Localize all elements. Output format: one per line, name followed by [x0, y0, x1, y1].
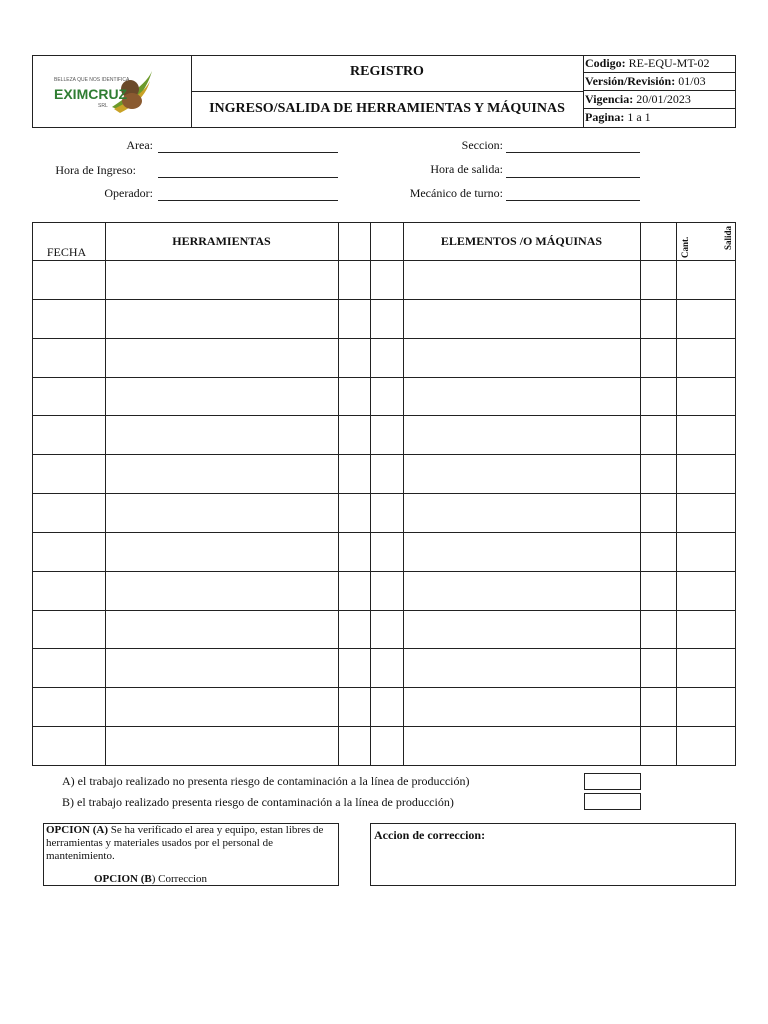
meta-version — [583, 73, 736, 91]
svg-text:BELLEZA QUE NOS IDENTIFICA: BELLEZA QUE NOS IDENTIFICA — [54, 77, 130, 83]
svg-text:EXIMCRUZ: EXIMCRUZ — [54, 86, 128, 102]
meta-codigo — [583, 55, 736, 73]
operador-field[interactable] — [158, 200, 338, 201]
correction-box[interactable] — [370, 823, 736, 886]
header-divider-middle — [191, 91, 583, 92]
option-a — [46, 824, 336, 863]
option-b-label: OPCION (B — [94, 873, 152, 885]
options-box — [43, 823, 339, 886]
mecanico-label: Mecánico de turno: — [409, 186, 503, 200]
meta-version-value: 01/03 — [675, 74, 706, 88]
table-row[interactable] — [32, 454, 736, 455]
meta-pagina-value: 1 a 1 — [624, 110, 651, 124]
col-header-herramientas: HERRAMIENTAS — [172, 234, 271, 248]
table-row[interactable] — [32, 571, 736, 572]
area-field[interactable] — [158, 152, 338, 153]
meta-codigo-value: RE-EQU-MT-02 — [625, 56, 710, 70]
operador-label: Operador: — [104, 186, 153, 200]
meta-vigencia — [583, 91, 736, 109]
col-header-fecha: FECHA — [46, 245, 87, 259]
svg-text:SRL: SRL — [98, 103, 108, 109]
meta-vigencia-label: Vigencia: — [585, 92, 634, 106]
table-row[interactable] — [32, 415, 736, 416]
company-logo — [52, 63, 162, 119]
document-title: INGRESO/SALIDA DE HERRAMIENTAS Y MÁQUINAS — [209, 101, 565, 116]
table-row[interactable] — [32, 299, 736, 300]
table-row[interactable] — [32, 610, 736, 611]
hora-salida-label: Hora de salida: — [430, 162, 503, 176]
col-header-cant: Cant. — [680, 236, 690, 258]
option-b-text: ) Correccion — [151, 873, 208, 885]
col-header-salida: Salida — [723, 225, 733, 250]
option-a-label: OPCION (A) — [46, 824, 109, 836]
table-row[interactable] — [32, 532, 736, 533]
statement-b: B) el trabajo realizado presenta riesgo de contaminación a la línea de producción) — [62, 795, 454, 809]
table-row[interactable] — [32, 726, 736, 727]
table-row[interactable] — [32, 648, 736, 649]
statement-b-checkbox[interactable] — [584, 793, 641, 810]
meta-pagina — [583, 109, 736, 127]
hora-ingreso-field[interactable] — [158, 177, 338, 178]
option-b — [94, 873, 207, 886]
hora-salida-field[interactable] — [506, 177, 640, 178]
table-row[interactable] — [32, 493, 736, 494]
statement-a-checkbox[interactable] — [584, 773, 641, 790]
meta-pagina-label: Pagina: — [585, 110, 625, 124]
hora-ingreso-label: Hora de Ingreso: — [55, 163, 136, 177]
logo-graphic — [52, 63, 162, 119]
option-a-text: Se ha verificado el area y equipo, estan libres de herramientas y materiales usados por el personal de mantenimiento. — [46, 824, 324, 862]
meta-vigencia-value: 20/01/2023 — [633, 92, 691, 106]
document-type-title: REGISTRO — [350, 64, 424, 79]
table-row[interactable] — [32, 260, 736, 261]
statement-a: A) el trabajo realizado no presenta riesgo de contaminación a la línea de producción) — [62, 774, 470, 788]
correction-label: Accion de correccion: — [374, 828, 486, 842]
meta-codigo-label: Codigo: — [585, 56, 626, 70]
seccion-field[interactable] — [506, 152, 640, 153]
meta-version-label: Versión/Revisión: — [585, 74, 676, 88]
table-row[interactable] — [32, 687, 736, 688]
table-row[interactable] — [32, 338, 736, 339]
seccion-label: Seccion: — [461, 138, 503, 152]
col-header-elementos: ELEMENTOS /O MÁQUINAS — [440, 234, 603, 248]
area-label: Area: — [126, 138, 153, 152]
mecanico-field[interactable] — [506, 200, 640, 201]
table-row[interactable] — [32, 377, 736, 378]
